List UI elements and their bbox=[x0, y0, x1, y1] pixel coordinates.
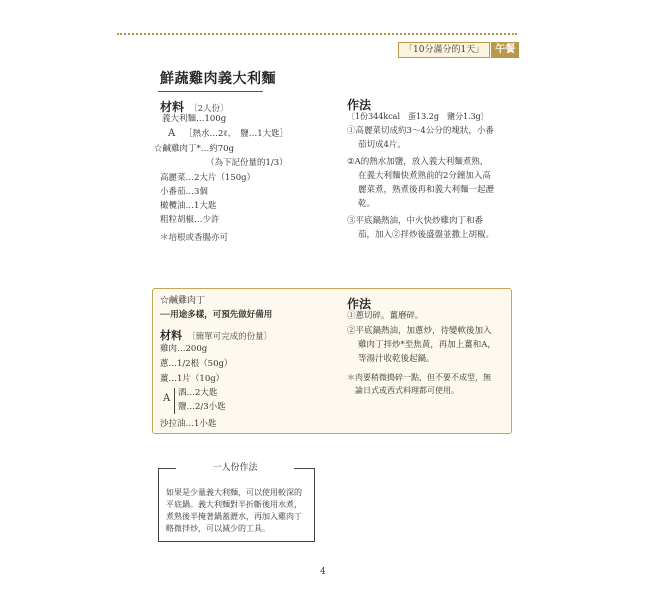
ingredient-group-label: A bbox=[163, 393, 171, 404]
title-underline bbox=[158, 91, 263, 92]
method-step: 茄，加入②拌炒後盛盤並撒上胡椒。 bbox=[358, 230, 495, 240]
method-step: ①高麗菜切成約3～4公分的塊狀，小番 bbox=[347, 126, 494, 136]
method-step: 在義大利麵快煮熟前的2分鐘加入高 bbox=[358, 171, 491, 181]
salted-ingredients-heading: 材料 〔簡單可完成的份量〕 bbox=[160, 329, 273, 342]
ingredient-group-label: A bbox=[168, 128, 176, 139]
ingredient-line: 高麗菜…2大片（150g） bbox=[160, 173, 256, 183]
tip-body: 如果是少量義大利麵，可以使用較深的平底鍋。義大利麵對半折斷後用水煮，煮熟後半掩著鍋蓋瀝水，再加入雞肉丁略微拌炒，可以減少的工具。 bbox=[166, 488, 302, 533]
method-step: ②A的熱水加鹽，放入義大利麵煮熟， bbox=[347, 157, 489, 167]
method-step: ③平底鍋熱油，中火快炒雞肉丁和番 bbox=[347, 216, 484, 226]
page-number: 4 bbox=[320, 567, 326, 577]
ingredient-line: 沙拉油…1小匙 bbox=[160, 419, 217, 429]
method-step: ②平底鍋熱油，加蔥炒，待變軟後加入 bbox=[347, 326, 492, 336]
nutrition-info: 〔1份344kcal 蛋13.2g 鹽分1.3g〕 bbox=[347, 112, 489, 121]
ingredient-line: 薑…1片（10g） bbox=[160, 374, 225, 384]
ingredient-line: ☆鹹雞肉丁*…約70g bbox=[154, 144, 235, 154]
ingredient-line: 蔥…1/2根（50g） bbox=[160, 359, 233, 369]
ingredient-line: 粗粒胡椒…少許 bbox=[160, 215, 220, 225]
tip-title: 一人份作法 bbox=[176, 462, 294, 474]
salted-method-heading: 作法 bbox=[347, 297, 372, 311]
ingredient-line: 鹽…2/3小匙 bbox=[178, 402, 226, 412]
section-label: 午餐 bbox=[491, 42, 519, 58]
recipe-title: 鮮蔬雞肉義大利麵 bbox=[160, 71, 276, 87]
ingredient-line: 義大利麵…100g bbox=[162, 114, 227, 124]
method-step: ①蔥切碎。薑磨碎。 bbox=[347, 311, 424, 321]
method-step: 茄切成4片。 bbox=[358, 140, 406, 150]
salted-chicken-title: ☆鹹雞肉丁 bbox=[160, 296, 206, 306]
method-footnote: ＊肉要稍微搗碎一點，但不要不成型，無 bbox=[347, 373, 491, 382]
header-tag bbox=[398, 42, 519, 58]
ingredient-line: 橄欖油…1大匙 bbox=[160, 201, 217, 211]
ingredient-bracket bbox=[174, 388, 175, 414]
salted-chicken-subtitle: ──用途多樣，可預先做好備用 bbox=[160, 310, 273, 320]
method-step: 雞肉丁拌炒*至焦黃，再加上薑和A， bbox=[358, 340, 496, 350]
ingredient-line: 小番茄…3個 bbox=[160, 187, 208, 197]
ingredients-heading: 材料 〔2人份〕 bbox=[160, 100, 229, 114]
ingredient-line: 雞肉…200g bbox=[160, 344, 208, 354]
ingredient-note: （為下記份量的1/3） bbox=[206, 158, 288, 168]
ingredient-line: 酒…2大匙 bbox=[178, 388, 218, 398]
method-heading: 作法 bbox=[347, 98, 372, 112]
method-step: 麗菜煮，熟煮後再和義大利麵一起瀝 bbox=[358, 185, 495, 195]
method-step: 乾。 bbox=[358, 199, 376, 209]
method-step: 等湯汁收乾後起鍋。 bbox=[358, 354, 435, 364]
ingredient-line: ［熱水…2ℓ、 鹽…1大匙］ bbox=[184, 129, 289, 139]
header-dotted-rule bbox=[117, 33, 517, 35]
method-footnote: 論日式或西式料理都可使用。 bbox=[355, 386, 459, 395]
ingredient-footnote: ＊培根或香腸亦可 bbox=[160, 233, 229, 243]
series-label: 「10分滿分的1天」 bbox=[398, 42, 490, 58]
